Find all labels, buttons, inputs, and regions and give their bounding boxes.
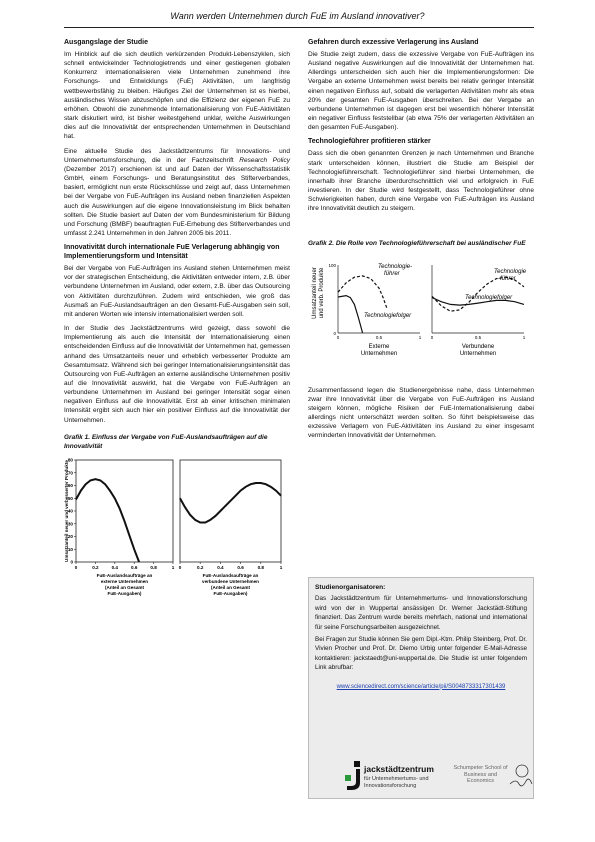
plot-frame-verbunden	[180, 460, 281, 562]
x-axis-label-line: FuE-Auslandsaufträge an	[96, 572, 153, 578]
study-link[interactable]: www.sciencedirect.com/science/article/pii/S0048733317301439	[336, 683, 506, 690]
y-tick-label: 80	[67, 457, 73, 463]
right-column	[308, 38, 534, 446]
paragraph-gefahren: Die Studie zeigt zudem, dass die exzessive Vergabe von FuE-Aufträgen ins Ausland negative Auswirkungen auf die Innovativität der Unternehmen hat. Allerdings unterscheiden sich auch hier die Implementierungsformen: Die Vergabe an externe Unternehmen weist bereits bei relativ geringer Intensität einen negativen Einfluss auf, sobald die verlagerten Aktivitäten mehr als etwa 20% der gesamten FuE-Ausgaben überschreiten. Bei der Vergabe an verbundene Unternehmen ist dagegen erst bei wesentlich höherer Intensität ein negativer Einfluss feststellbar (ab etwa 75% der verlagerten Aktivitäten an den gesamten FuE-Ausgaben).	[308, 51, 534, 132]
series-line-extern-follower	[338, 295, 363, 332]
x-axis-label-line: externe Unternehmen	[100, 578, 149, 584]
label-technologiefuehrer-line1: Technologie-	[378, 263, 413, 270]
x-tick-label: 0.5	[474, 334, 482, 340]
paragraph-ausgangslage: Im Hinblick auf die sich deutlich verkürzenden Produkt-Lebenszyklen, sich schnell entwickelnder Technologietrends und einer gestiegenen globalen Konkurrenz internationalisieren viele Unternehmen zunehmend ihre Forschungs- und Entwicklungs (FuE) Aktivitäten, um langfristig wettbewerbsfähig zu bleiben. Häufiges Ziel der Unternehmen ist es hierbei, ausländisches Wissen abzuschöpfen und die Effizienz der eigenen FuE zu erhöhen. Obwohl die zunehmende Internationalisierung von FuE-Aktivitäten stark diskutiert wird, ist bisher weitestgehend unklar, welche Auswirkungen dies auf die Innovativität der entsprechenden Unternehmen in Deutschland hat.	[64, 51, 290, 141]
y-tick-label: 70	[67, 470, 73, 476]
paragraph-vergabe: Bei der Vergabe von FuE-Aufträgen ins Ausland stehen Unternehmen meist vor der strategischen Entscheidung, die Aktivitäten entweder intern, z.B. über verbundene Unternehmen im Ausland, oder extern, z.B. über das Outsourcing von Aktivitäten durchzuführen. Zudem wird entschieden, wie groß das Ausmaß an FuE-Auslandsaufträgen an den Gesamt-FuE-Ausgaben sein soll, mit anderen Worten wie intensiv internationalisiert werden soll.	[64, 265, 290, 318]
y-axis-label: Umsatzanteil neuer und verbesserter Produkte	[64, 459, 69, 562]
x-tick-label: 0	[336, 334, 340, 340]
x-axis-label-verbunden-line1: Verbundene	[461, 343, 495, 350]
series-line-extern	[76, 479, 139, 562]
schumpeter-school-logo: Schumpeter School of Business and Economics	[453, 765, 508, 784]
paragraph-studie-part2: (Dezember 2017) erschienen ist und auf Daten der Wissenschaftsstatistik GmbH, einem Forschungs- und Beratungsinstitut des Stifterverbandes, basiert, ermöglicht nun erste Rückschlüsse und zeigt auf, dass Unternehmen bei der Vergabe von FuE-Aufträgen ins Ausland neben finanziellen Aspekten auch die Auswirkungen auf die eigene Innovationsleistung im Blick behalten sollten. Die Studie basiert auf Daten der vom Bundesministerium für Bildung und Forschung (BMBF) beauftragten FuE-Erhebung des Stifterverbandes und umfasst 2.241 Unternehmen in den Jahren 2005 bis 2011.	[64, 165, 290, 237]
y-tick-label: 30	[67, 521, 73, 527]
x-tick-label: 0.4	[111, 564, 118, 570]
plot-frame-extern	[76, 460, 173, 562]
contact-paragraph: Bei Fragen zur Studie können Sie gern Dipl.-Ktm. Philip Steinberg, Prof. Dr. Vivien Procher und Prof. Dr. Diemo Urbig unter folgender E-Mail-Adresse kontaktieren: jackstaedt@uni-wuppertal.de. Die Studie ist unter folgendem Link abrufbar:	[315, 636, 527, 672]
paragraph-zusammenfassung: Zusammenfassend legen die Studienergebnisse nahe, dass Unternehmen zwar ihre Innovativität über die Vergabe von FuE-Aufträgen ins Ausland steigern können, mögliche Risiken der FuE-Internationalisierung dabei allerdings nicht unterschätzt werden sollten. So führt beispielsweise das exzessive Verlagern von FuE-Aktivitäten ins Ausland zu einer insgesamt verminderten Innovativität der Unternehmen.	[308, 386, 534, 440]
x-tick-label: 1	[418, 334, 422, 340]
x-axis-label-line: verbundene Unternehmen	[202, 578, 259, 584]
x-tick-label: 0	[430, 334, 434, 340]
left-column	[64, 38, 290, 605]
x-tick-label: 0.2	[197, 564, 204, 570]
x-tick-label: 1	[171, 564, 175, 570]
figure1-chart	[64, 454, 290, 602]
figure2-caption: Grafik 2. Die Rolle von Technologieführerschaft bei ausländischer FuE	[308, 239, 526, 247]
section-title-gefahren: Gefahren durch exzessive Verlagerung ins Ausland	[308, 39, 479, 46]
x-axis-label-line: FuE-Auslandsaufträge an	[202, 572, 259, 578]
label-technologiefuehrer-verbunden-line2: -führer	[498, 275, 516, 282]
y-tick-label: 0	[333, 330, 336, 336]
organizers-title: Studienorganisatoren:	[315, 584, 386, 591]
journal-name: Research Policy	[239, 156, 290, 164]
x-axis-label-extern-line1: Externe	[368, 343, 390, 350]
x-axis-label-line: (Anteil an Gesamt	[104, 584, 145, 590]
label-technologiefolger-verbunden: Technologiefolger	[465, 294, 513, 301]
y-axis-label-line1: Umsatzanteil neuer	[312, 266, 318, 319]
x-axis-label-line: (Anteil an Gesamt	[210, 584, 251, 590]
x-tick-label: 1	[522, 334, 526, 340]
section-title-technologiefuehrer: Technologieführer profitieren stärker	[308, 138, 431, 146]
x-tick-label: 0.6	[237, 564, 244, 570]
series-line-extern-leader	[338, 275, 387, 308]
y-tick-label: 60	[67, 482, 73, 488]
x-axis-label-line: FuE-Ausgaben)	[107, 590, 142, 596]
organizers-paragraph: Das Jackstädtzentrum für Unternehmertums- und Innovationsforschung wird von der in Wuppertal ansässigen Dr. Werner Jackstädt-Stiftung finanziert. Das Zentrum wurde bereits mehrfach, national und international für seine Forschungsarbeiten ausgezeichnet.	[315, 595, 527, 631]
logo-name: jackstädtzentrum	[364, 764, 434, 774]
x-tick-label: 0	[74, 564, 78, 570]
paragraph-studie-part1: Eine aktuelle Studie des Jackstädtzentrums für Innovations- und Unternehmertumsforschung, die in der Fachzeitschrift	[64, 147, 290, 164]
x-tick-label: 0.8	[257, 564, 264, 570]
y-axis-label-line2: und verb. Produkte	[319, 267, 325, 318]
x-axis-label-line: FuE-Ausgaben)	[213, 590, 248, 596]
paragraph-studie	[64, 147, 290, 239]
paragraph-technologiefuehrer: Dass sich die oben genannten Grenzen je nach Unternehmen und Branche stark unterscheiden können, illustriert die Studie am Beispiel der Technologieführerschaft. Technologieführer sind hierbei Unternehmen, die innerhalb ihrer Branche überdurchschnittlich viel und erfolgreich in FuE investieren. In der Studie wird festgestellt, dass Technologieführer ohne Schwierigkeiten haben, durch eine Vergabe von FuE-Aufträgen ins Ausland ihre Innovativität deutlich zu steigern.	[308, 150, 534, 213]
paragraph-ergebnis: In der Studie des Jackstädtzentrums wird gezeigt, dass sowohl die Implementierung als auch die Intensität der Internationalisierung einen entscheidenden Einfluss auf die Innovativität der Unternehmen hat, gemessen anhand des Umsatzanteils neuer und erheblich verbesserter Produkte am Gesamtumsatz. Während sich bei geringer Internationalisierungsintensität das Outsourcing von FuE-Aufträgen an externe ausländische Unternehmen positiv auf die Innovativität auswirkt, hat die Vergabe von FuE-Aufträgen an verbundene Unternehmen im Ausland bei geringer Intensität sogar einen negativen Einfluss auf die Innovativität. Erst ab einer kritischen minimalen Intensität ergibt sich auch hier ein positiver Einfluss auf die Innovativität der Unternehmen.	[64, 325, 290, 424]
logo-area	[308, 758, 534, 798]
figure2	[308, 251, 534, 374]
x-tick-label: 0	[178, 564, 182, 570]
y-tick-label: 40	[67, 508, 73, 514]
page-header-title: Wann werden Unternehmen durch FuE im Ausland innovativer?	[170, 11, 425, 21]
x-axis-label-extern-line2: Unternehmen	[360, 350, 398, 357]
x-tick-label: 0.4	[217, 564, 224, 570]
figure1-caption: Grafik 1. Einfluss der Vergabe von FuE-Auslandsaufträgen auf die Innovativität	[64, 433, 268, 450]
x-tick-label: 0.6	[131, 564, 138, 570]
y-tick-label: 20	[67, 533, 73, 539]
x-axis-label-verbunden-line2: Unternehmen	[459, 350, 497, 357]
label-technologiefuehrer-line2: führer	[384, 270, 400, 277]
logo-subtitle: für Unternehmertums- und Innovationsforschung	[364, 776, 429, 789]
y-tick-label: 10	[67, 546, 73, 552]
signature-icon	[508, 762, 534, 790]
label-technologiefolger-extern: Technologiefolger	[364, 312, 412, 319]
header-divider	[64, 27, 534, 28]
y-tick-label: 50	[67, 495, 73, 501]
x-tick-label: 1	[279, 564, 283, 570]
x-tick-label: 0.5	[375, 334, 383, 340]
series-line-verbunden	[180, 483, 281, 523]
x-tick-label: 0.8	[150, 564, 157, 570]
label-technologiefuehrer-verbunden-line1: Technologie	[494, 268, 527, 275]
section-title-innovativitaet: Innovativität durch internationale FuE Verlagerung abhängig von Implementierungsform und Intensität	[64, 244, 280, 261]
x-tick-label: 0.2	[92, 564, 99, 570]
y-tick-label: 100	[328, 262, 336, 268]
section-title-ausgangslage: Ausgangslage der Studie	[64, 39, 149, 46]
figure1	[64, 454, 290, 605]
figure2-chart	[308, 251, 534, 371]
y-tick-label: 0	[70, 559, 73, 565]
